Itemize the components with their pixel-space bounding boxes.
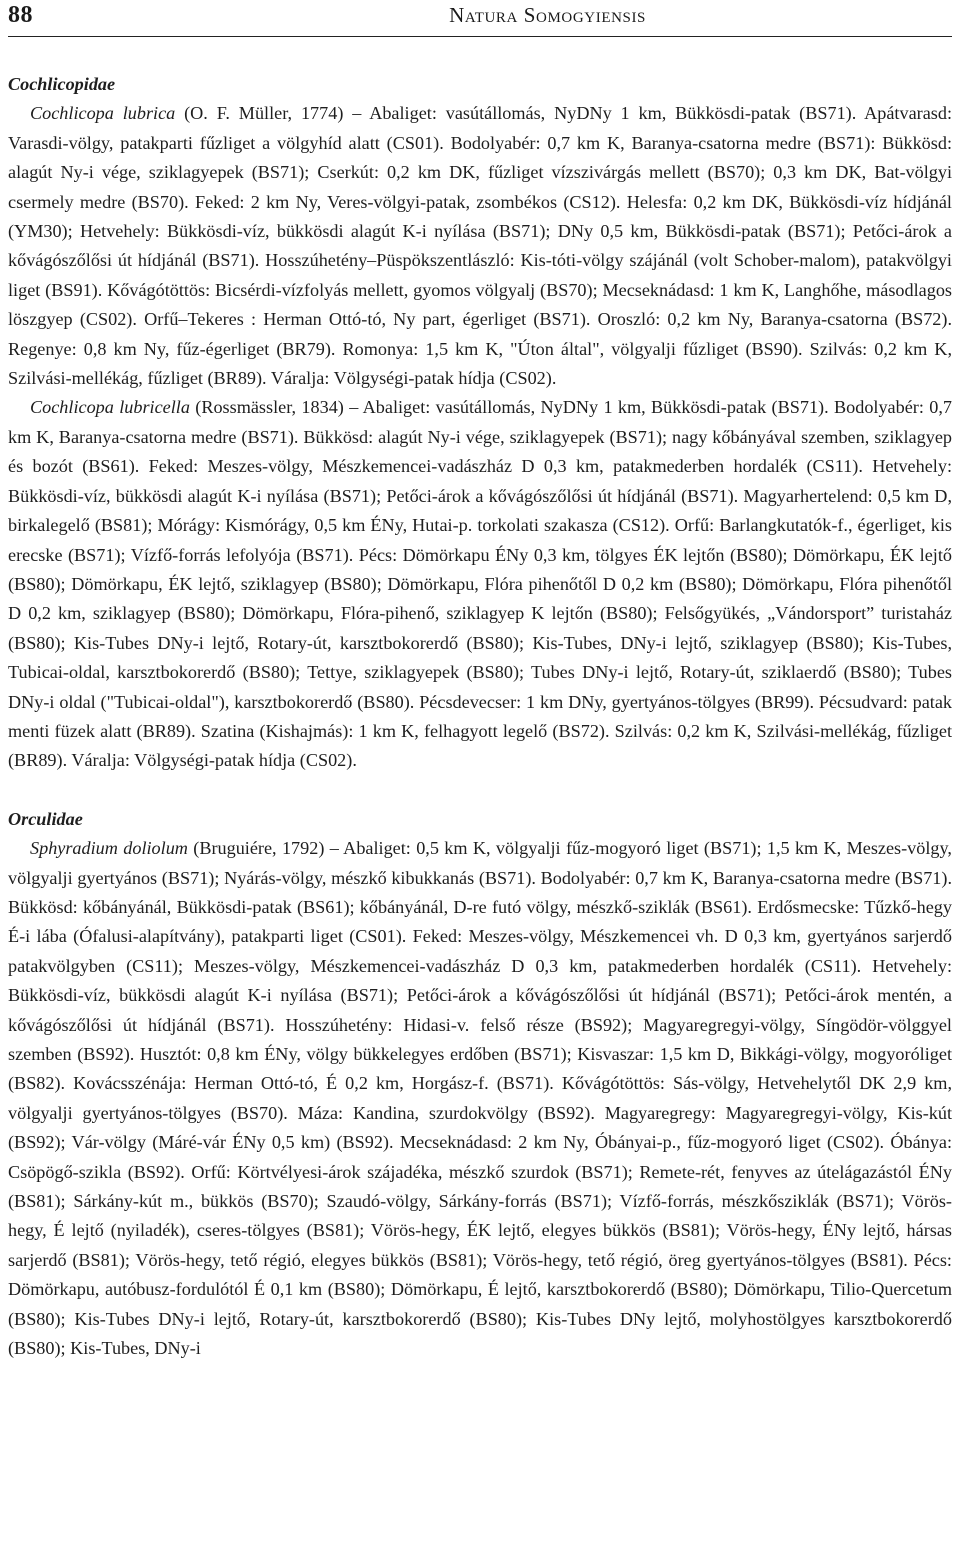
record-text: (Rossmässler, 1834) – Abaliget: vasútállomás, NyDNy 1 km, Bükkösdi-patak (BS71). Bodolyabér: 0,7 km K, Baranya-csatorna medre (BS71). Bükkösd: alagút Ny-i vége, sziklagyepek (BS71); nagy kőbányával szemben, sziklagyep és bozót (BS61). Feked: Meszes-völgy, Mészkemencei-vadászház D 0,3 km, patakmederben hordalék (CS11). Hetvehely: Bükkösdi-víz, bükkösdi alagút K-i nyílása (BS71); Petőci-árok a kővágószőlősi út hídjánál (BS71). Magyarhertelend: 0,5 km D, birkalegelő (BS81); Mórágy: Kismórágy, 0,5 km ÉNy, Hutai-p. torkolati szakasza (CS12). Orfű: Barlangkutatók-f., égerliget, kis erecske (BS71); Vízfő-forrás lefolyója (BS71). Pécs: Dömörkapu ÉNy 0,3 km, tölgyes ÉK lejtőn (BS80); Dömörkapu, ÉK lejtő (BS80); Dömörkapu, ÉK lejtő, sziklagyep (BS80); Dömörkapu, Flóra pihenőtől D 0,2 km (BS80); Dömörkapu, Flóra pihenőtől D 0,2 km, sziklagyep (BS80); Dömörkapu, Flóra-pihenő, sziklagyep K lejtőn (BS80); Felsőgyükés, „Vándorsport” turistaház (BS80); Kis-Tubes DNy-i lejtő, Rotary-út, karsztbokorerdő (BS80); Kis-Tubes, DNy-i lejtő, sziklagyep (BS80); Kis-Tubes, Tubicai-oldal, karsztbokorerdő (BS80); Tettye, sziklagyepek (BS80); Tubes DNy-i lejtő, Rotary-út, sziklaerdő (BS80); Tubes DNy-i oldal ("Tubicai-oldal"), karsztbokorerdő (BS80). Pécsdevecser: 1 km DNy, gyertyános-tölgyes (BR99). Pécsudvard: patak menti füzek alatt (BR89). Szatina (Kishajmás): 1 km K, felhagyott legelő (BS72). Szilvás: 0,2 km K, Szilvási-mellékág, fűzliget (BR89). Váralja: Völgységi-patak hídja (CS02). <box>8 397 952 771</box>
family-heading: Cochlicopidae <box>8 74 116 94</box>
species-record <box>8 99 952 393</box>
family-heading: Orculidae <box>8 808 83 829</box>
record-text: (O. F. Müller, 1774) – Abaliget: vasútállomás, NyDNy 1 km, Bükkösdi-patak (BS71). Apátvarasd: Varasdi-völgy, patakparti fűzliget a völgyhíd alatt (CS01). Bodolyabér: 0,7 km K, Baranya-csatorna medre (BS71): Bükkösd: alagút Ny-i vége, sziklagyepek (BS71); Cserkút: 0,2 km DK, fűzliget vízszivárgás mellett (BS70); 0,3 km DK, Bat-völgyi csermely medre (BS70). Feked: 2 km Ny, Veres-völgyi-patak, zsombékos (CS12). Helesfa: 0,2 km DK, Bükkösdi-víz hídjánál (YM30); Hetvehely: Bükkösdi-víz, bükkösdi alagút K-i nyílása (BS71); DNy 0,5 km, Bükkösdi-patak (BS71); Petőci-árok a kővágószőlősi út hídjánál (BS71). Hosszúhetény–Püspökszentlászló: Kis-tóti-völgy szájánál (volt Schober-malom), patakvölgyi liget (BS91). Kővágótöttös: Bicsérdi-vízfolyás mellett, gyomos völgyalj (BS70); Mecseknádasd: 1 km K, Langhőhe, másodlagos löszgyep (CS02). Orfű–Tekeres : Herman Ottó-tó, Ny part, égerliget (BS71). Oroszló: 0,2 km Ny, Baranya-csatorna (BS72). Regenye: 0,8 km Ny, fűz-égerliget (BR79). Romonya: 1,5 km K, "Úton által", völgyalji fűzliget (BS90). Szilvás: 0,2 km K, Szilvási-mellékág, fűzliget (BR89). Váralja: Völgységi-patak hídja (CS02). <box>8 103 952 389</box>
record-text: (Bruguiére, 1792) – Abaliget: 0,5 km K, völgyalji fűz-mogyoró liget (BS71); 1,5 km K, Meszes-völgy, völgyalji gyertyános (BS71); Nyárás-völgy, mészkő kibukkanás (BS71). Bodolyabér: 0,7 km K, Baranya-csatorna medre (BS71). Bükkösd: kőbányánál, Bükkösdi-patak (BS61); kőbányánál, D-re futó völgy, mészkő-sziklák (BS61). Erdősmecske: Tűzkő-hegy É-i lába (Ófalusi-alapítvány), patakparti liget (CS01). Feked: Meszes-völgy, Mészkemencei vh. D 0,3 km, gyertyános sarjerdő patakvölgyben (CS11); Meszes-völgy, Mészkemencei-vadászház D 0,3 km, patakmederben hordalék (CS11). Hetvehely: Bükkösdi-víz, bükkösdi alagút K-i nyílása (BS71); Petőci-árok a kővágószőlősi út hídjánál (BS71); Petőci-árok mentén, a kővágószőlősi út hídjánál (BS71). Hosszúhetény: Hidasi-v. felső része (BS92); Magyaregregyi-völgy, Síngödör-völggyel szemben (BS92). Husztót: 0,8 km ÉNy, völgy bükkelegyes erdőben (BS71); Kisvaszar: 1,5 km D, Bikkági-völgy, mogyoróliget (BS82). Kovácsszénája: Herman Ottó-tó, É 0,2 km, Horgász-f. (BS71). Kővágótöttös: Sás-völgy, Hetvehelytől DK 2,9 km, völgyalji gyertyános-tölgyes (BS70). Máza: Kandina, szurdokvölgy (BS92). Magyaregregy: Magyaregregyi-völgy, Kis-kút (BS92); Vár-völgy (Máré-vár ÉNy 0,5 km) (BS92). Mecseknádasd: 2 km Ny, Óbányai-p., fűz-mogyoró liget (CS02). Óbánya: Csöpögő-szikla (BS92). Orfű: Körtvélyesi-árok szájadéka, mészkő szurdok (BS71); Remete-rét, fenyves az útelágazástól ÉNy (BS81); Sárkány-kút m., bükkös (BS70); Szaudó-völgy, Sárkány-forrás (BS71); Vízfő-forrás, mészkősziklák (BS71); Vörös-hegy, É lejtő (nyiladék), cseres-tölgyes (BS81); Vörös-hegy, ÉK lejtő, elegyes bükkös (BS81); Vörös-hegy, ÉNy lejtő, hársas sarjerdő (BS81); Vörös-hegy, tető régió, elegyes bükkös (BS81); Vörös-hegy, tető régió, öreg gyertyános-tölgyes (BS81). Pécs: Dömörkapu, autóbusz-fordulótól É 0,1 km (BS80); Dömörkapu, É lejtő, karsztbokorerdő (BS80); Dömörkapu, Tilio-Quercetum (BS80); Kis-Tubes DNy-i lejtő, Rotary-út, karsztbokorerdő (BS80); Kis-Tubes DNy lejtő, molyhostölgyes karsztbokorerdő (BS80); Kis-Tubes, DNy-i <box>8 838 952 1359</box>
page-header <box>8 0 952 37</box>
family-section-orculidae <box>8 805 952 1364</box>
species-name: Cochlicopa lubrica <box>30 103 176 124</box>
species-name: Cochlicopa lubricella <box>30 397 190 418</box>
journal-title: Natura Somogyiensis <box>449 3 646 27</box>
species-record <box>8 834 952 1363</box>
species-record <box>8 393 952 775</box>
article-body <box>8 70 952 1363</box>
species-name: Sphyradium doliolum <box>30 838 188 859</box>
page-number: 88 <box>8 2 33 28</box>
family-section-cochlicopidae <box>8 70 952 776</box>
